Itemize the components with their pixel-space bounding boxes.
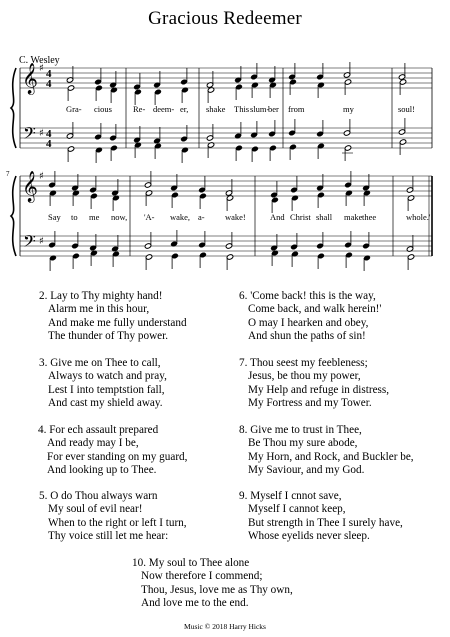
- composer-credit: C. Wesley: [19, 55, 60, 66]
- lyric-syllable: wake!: [225, 212, 246, 222]
- verse-line: [132, 557, 332, 570]
- time-signature: 4: [46, 68, 52, 80]
- lyric-syllable: soul!: [398, 104, 415, 114]
- verse-line: [38, 424, 238, 437]
- verse-3: [39, 357, 239, 411]
- verse-number: 5.: [39, 490, 51, 502]
- lyric-syllable: Gra-: [66, 104, 82, 114]
- verse-line: My soul of evil near!: [48, 503, 143, 516]
- lyric-syllable: whole.': [406, 212, 431, 222]
- verse-line: Be Thou my sure abode,: [248, 437, 358, 450]
- lyric-syllable: to: [71, 212, 78, 222]
- sharp-key-signature: ♯: [39, 128, 44, 139]
- verse-line: [39, 290, 239, 303]
- sharp-key-signature: ♯: [39, 236, 44, 247]
- lyric-syllable: Say: [48, 212, 61, 222]
- verse-line: Come back, and walk herein!': [248, 303, 382, 316]
- verse-number: 7.: [239, 357, 250, 369]
- time-signature: 4: [46, 78, 52, 90]
- verse-number: 3.: [39, 357, 51, 369]
- verse-line: But strength in Thee I surely have,: [248, 516, 403, 529]
- verse-line: For ever standing on my guard,: [47, 450, 188, 463]
- verse-line: When to the right or left I turn,: [48, 516, 187, 529]
- bass-clef: 𝄢: [23, 231, 36, 255]
- lyric-syllable: me: [89, 212, 100, 222]
- lyric-syllable: from: [288, 104, 305, 114]
- verse-text: O do Thou always warn: [50, 490, 158, 502]
- copyright-footer: Music © 2018 Harry Hicks: [184, 622, 266, 631]
- lyric-syllable: cious: [94, 104, 112, 114]
- verse-number: 9.: [239, 490, 251, 502]
- verse-text: For ech assault prepared: [49, 424, 159, 436]
- lyric-syllable: er,: [180, 104, 189, 114]
- verse-line: And make me fully understand: [48, 316, 187, 329]
- verse-text: My soul to Thee alone: [148, 557, 250, 569]
- verse-line: My Help and refuge in distress,: [248, 383, 390, 396]
- treble-clef: 𝄞: [22, 171, 38, 202]
- verse-line: Thy voice still let me hear:: [48, 530, 169, 543]
- verse-line: Lest I into temptstion fall,: [48, 383, 165, 396]
- verse-line: [39, 490, 239, 503]
- verse-9: [239, 490, 439, 544]
- verse-line: [239, 424, 439, 437]
- music-system-2: [0, 170, 450, 275]
- brace: [11, 68, 16, 148]
- verse-6: [239, 290, 439, 344]
- verse-number: 2.: [39, 290, 51, 302]
- verse-line: Alarm me in this hour,: [48, 303, 150, 316]
- verse-8: [239, 424, 439, 478]
- verse-10: [132, 557, 332, 611]
- verse-line: The thunder of Thy power.: [48, 330, 169, 343]
- measure-number: 7: [6, 170, 10, 178]
- verse-line: Always to watch and pray,: [48, 370, 167, 383]
- verse-line: Myself I cannot keep,: [248, 503, 346, 516]
- verse-line: My Horn, and Rock, and Buckler be,: [248, 450, 414, 463]
- verse-number: 4.: [38, 424, 50, 436]
- verse-line: Whose eyelids never sleep.: [248, 530, 370, 543]
- lyric-syllable: shake: [206, 104, 226, 114]
- verse-4: [38, 424, 238, 478]
- verse-line: [239, 290, 439, 303]
- music-system-1: [0, 62, 450, 167]
- lyric-syllable: my: [343, 104, 354, 114]
- verse-line: O may I hearken and obey,: [248, 316, 369, 329]
- lyric-syllable: ber: [268, 104, 279, 114]
- verse-line: My Fortress and my Tower.: [248, 397, 372, 410]
- lyric-syllable: 'A-: [144, 212, 155, 222]
- bass-clef: 𝄢: [23, 123, 36, 147]
- verse-line: Now therefore I commend;: [141, 570, 263, 583]
- verse-line: And cast my shield away.: [48, 397, 163, 410]
- sharp-key-signature: ♯: [39, 63, 44, 74]
- verse-line: My Saviour, and my God.: [248, 464, 365, 477]
- lyric-syllable: shall: [316, 212, 333, 222]
- time-signature: 4: [46, 128, 52, 140]
- verse-text: Thou seest my feebleness;: [250, 357, 368, 369]
- time-signature: 4: [46, 138, 52, 150]
- brace: [11, 176, 16, 256]
- lyric-syllable: And: [270, 212, 285, 222]
- lyric-syllable: wake,: [170, 212, 191, 222]
- lyric-syllable: slum-: [250, 104, 270, 114]
- verse-5: [39, 490, 239, 544]
- verse-line: Thou, Jesus, love me as Thy own,: [141, 583, 293, 596]
- verse-text: Lay to Thy mighty hand!: [50, 290, 163, 302]
- sharp-key-signature: ♯: [39, 171, 44, 182]
- verse-2: [39, 290, 239, 344]
- verse-7: [239, 357, 439, 411]
- lyric-syllable: Re-: [133, 104, 146, 114]
- lyric-syllable: deem-: [153, 104, 175, 114]
- verse-line: And shun the paths of sin!: [248, 330, 366, 343]
- verse-line: And looking up to Thee.: [47, 464, 157, 477]
- hymn-title: Gracious Redeemer: [148, 8, 302, 29]
- verse-text: Myself I cnnot save,: [250, 490, 342, 502]
- verse-line: [239, 357, 439, 370]
- verse-text: Give me to trust in Thee,: [250, 424, 362, 436]
- verse-number: 6.: [239, 290, 251, 302]
- verse-line: And love me to the end.: [141, 597, 249, 610]
- verse-text: 'Come back! this is the way,: [250, 290, 376, 302]
- verse-line: And ready may I be,: [47, 437, 139, 450]
- treble-clef: 𝄞: [22, 63, 38, 94]
- verse-number: 8.: [239, 424, 251, 436]
- lyric-syllable: a-: [198, 212, 205, 222]
- verse-text: Give me on Thee to call,: [50, 357, 161, 369]
- lyric-syllable: now,: [111, 212, 128, 222]
- lyric-syllable: This: [234, 104, 250, 114]
- lyric-syllable: thee: [362, 212, 377, 222]
- lyric-syllable: Christ: [290, 212, 311, 222]
- verse-line: [39, 357, 239, 370]
- lyric-syllable: make: [344, 212, 363, 222]
- verse-number: 10.: [132, 557, 149, 569]
- verse-line: Jesus, be thou my power,: [248, 370, 361, 383]
- verse-line: [239, 490, 439, 503]
- verses-area: [0, 290, 450, 620]
